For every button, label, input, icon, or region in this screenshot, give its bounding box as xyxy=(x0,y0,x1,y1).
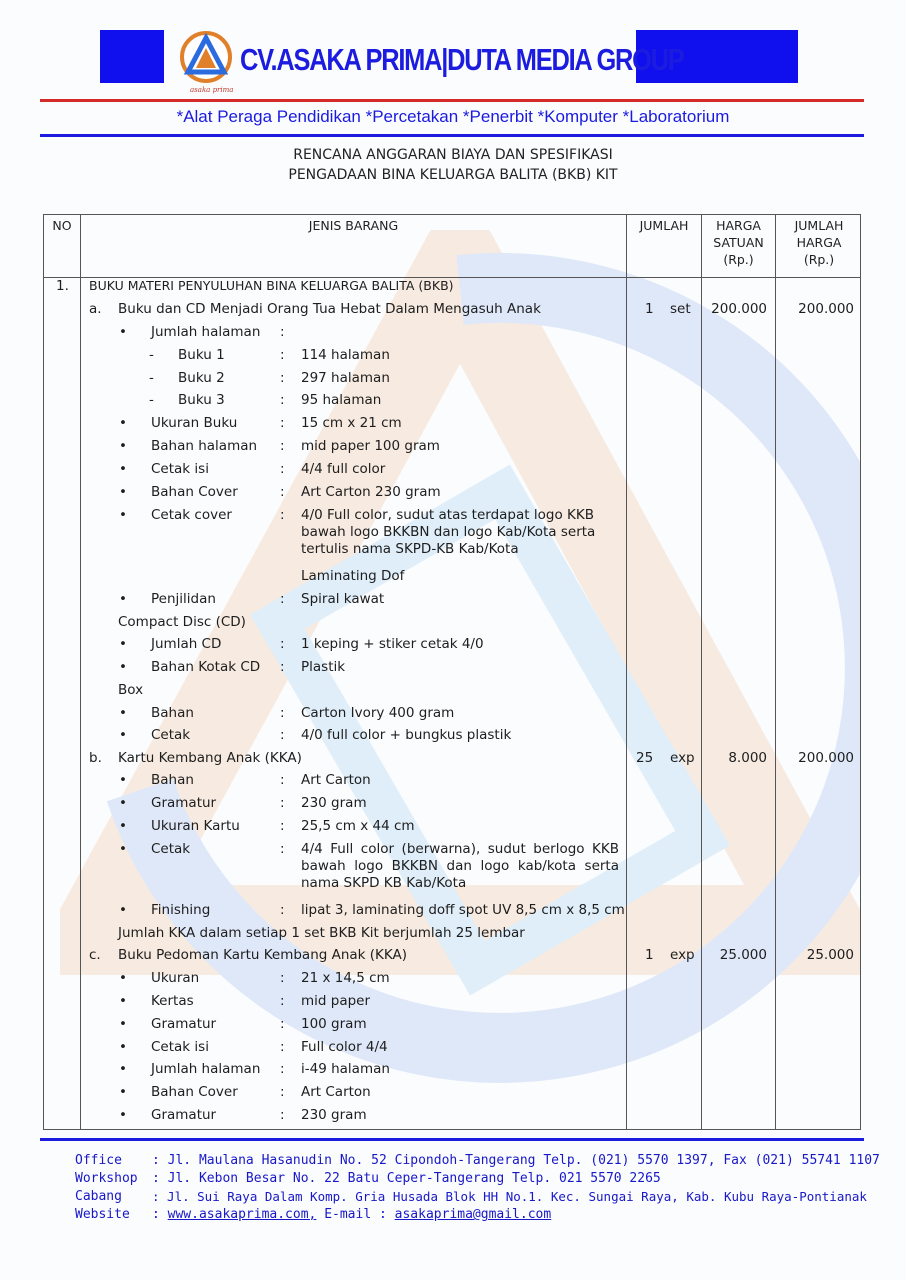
header-qty: JUMLAH xyxy=(639,218,689,233)
bullet-icon: • xyxy=(119,818,127,834)
spec-colon: : xyxy=(280,970,285,986)
header-total-price: JUMLAH HARGA (Rp.) xyxy=(794,218,844,267)
header-unit-price: HARGA SATUAN (Rp.) xyxy=(713,218,764,267)
spec-label: Ukuran Kartu xyxy=(151,818,240,834)
bullet-icon: • xyxy=(119,993,127,1009)
spec-label: Kertas xyxy=(151,993,194,1009)
bullet-icon: • xyxy=(119,772,127,788)
spec-colon: : xyxy=(280,1107,285,1123)
footer-contact: : www.asakaprima.com, E-mail : asakaprima@gmail.com xyxy=(152,1207,552,1222)
spec-colon: : xyxy=(280,507,285,523)
company-logo-icon xyxy=(178,30,234,88)
spec-colon: : xyxy=(280,636,285,652)
bullet-icon: • xyxy=(119,507,127,523)
bullet-icon: • xyxy=(119,1039,127,1055)
item-a-total: 200.000 xyxy=(798,301,854,317)
spec-label: Cetak isi xyxy=(151,1039,209,1055)
spec-label: Ukuran xyxy=(151,970,200,986)
website-link[interactable]: www.asakaprima.com, xyxy=(167,1207,317,1222)
spec-value: 4/4 Full color (berwarna), sudut berlogo KKB bawah logo BKKBN dan logo kab/kota serta nama SKPD KB Kab/Kota xyxy=(301,841,619,891)
spec-colon: : xyxy=(280,993,285,1009)
item-c-price: 25.000 xyxy=(719,947,767,963)
spec-label: Buku 1 xyxy=(178,347,225,363)
spec-value: 297 halaman xyxy=(301,370,390,386)
title-line-2: PENGADAAN BINA KELUARGA BALITA (BKB) KIT xyxy=(288,167,618,183)
item-c-qty: 1 xyxy=(645,947,654,963)
spec-label: Bahan xyxy=(151,705,194,721)
section-title: BUKU MATERI PENYULUHAN BINA KELUARGA BALITA (BKB) xyxy=(89,278,454,293)
logo-caption: asaka prima xyxy=(190,86,234,94)
tagline: *Alat Peraga Pendidikan *Percetakan *Penerbit *Komputer *Laboratorium xyxy=(176,107,730,126)
footer-website-label: Website xyxy=(75,1207,130,1222)
bullet-icon: • xyxy=(119,841,127,857)
spec-colon: : xyxy=(280,415,285,431)
spec-label: Bahan Kotak CD xyxy=(151,659,261,675)
item-b-letter: b. xyxy=(89,750,102,766)
spec-value: 4/0 full color + bungkus plastik xyxy=(301,727,512,743)
spec-value: i-49 halaman xyxy=(301,1061,390,1077)
bullet-icon: • xyxy=(119,1016,127,1032)
item-b-total: 200.000 xyxy=(798,750,854,766)
spec-label: Finishing xyxy=(151,902,211,918)
spec-value: 114 halaman xyxy=(301,347,390,363)
bullet-icon: • xyxy=(119,438,127,454)
spec-label: Buku 3 xyxy=(178,392,225,408)
spec-colon: : xyxy=(280,370,285,386)
spec-value: 25,5 cm x 44 cm xyxy=(301,818,415,834)
header-rule-blue xyxy=(40,134,864,137)
header-blue-block-left xyxy=(100,30,164,83)
spec-label: Bahan xyxy=(151,772,194,788)
spec-colon: : xyxy=(280,705,285,721)
spec-value: Spiral kawat xyxy=(301,591,385,607)
spec-label: Ukuran Buku xyxy=(151,415,238,431)
spec-colon: : xyxy=(280,347,285,363)
dash-marker: - xyxy=(149,392,154,408)
item-a-letter: a. xyxy=(89,301,102,317)
spec-colon: : xyxy=(280,591,285,607)
spec-colon: : xyxy=(280,461,285,477)
item-b-title: Kartu Kembang Anak (KKA) xyxy=(118,750,302,766)
item-c-letter: c. xyxy=(89,947,101,963)
bullet-icon: • xyxy=(119,461,127,477)
spec-value: 21 x 14,5 cm xyxy=(301,970,390,986)
spec-colon: : xyxy=(280,902,285,918)
spec-value: 95 halaman xyxy=(301,392,382,408)
dash-marker: - xyxy=(149,370,154,386)
spec-colon: : xyxy=(280,841,285,857)
bullet-icon: • xyxy=(119,659,127,675)
spec-colon: : xyxy=(280,818,285,834)
bullet-icon: • xyxy=(119,636,127,652)
spec-colon: : xyxy=(280,1061,285,1077)
spec-value: 1 keping + stiker cetak 4/0 xyxy=(301,636,484,652)
item-b-note: Jumlah KKA dalam setiap 1 set BKB Kit berjumlah 25 lembar xyxy=(118,925,525,941)
bullet-icon: • xyxy=(119,902,127,918)
header-item: JENIS BARANG xyxy=(308,218,399,233)
spec-label: Cetak isi xyxy=(151,461,209,477)
spec-colon: : xyxy=(280,438,285,454)
item-a-price: 200.000 xyxy=(711,301,767,317)
item-a-title: Buku dan CD Menjadi Orang Tua Hebat Dalam Mengasuh Anak xyxy=(118,301,541,317)
bullet-icon: • xyxy=(119,1061,127,1077)
bullet-icon: • xyxy=(119,970,127,986)
spec-label: Gramatur xyxy=(151,795,217,811)
spec-value: 4/0 Full color, sudut atas terdapat logo KKB bawah logo BKKBN dan logo Kab/Kota serta tertulis nama SKPD-KB Kab/Kota xyxy=(301,507,596,557)
spec-label: Box xyxy=(118,682,144,698)
bullet-icon: • xyxy=(119,1084,127,1100)
footer-office: : Jl. Maulana Hasanudin No. 52 Cipondoh-Tangerang Telp. (021) 5570 1397, Fax (021) 55741 1107 xyxy=(152,1153,880,1168)
spec-value: Plastik xyxy=(301,659,346,675)
item-c-unit: exp xyxy=(670,947,695,963)
bullet-icon: • xyxy=(119,1107,127,1123)
spec-colon: : xyxy=(280,324,285,340)
spec-value: Art Carton 230 gram xyxy=(301,484,441,500)
spec-value: Laminating Dof xyxy=(301,568,405,584)
footer-rule-blue xyxy=(40,1138,864,1141)
spec-value: Carton Ivory 400 gram xyxy=(301,705,455,721)
spec-label: Cetak cover xyxy=(151,507,232,523)
title-line-1: RENCANA ANGGARAN BIAYA DAN SPESIFIKASI xyxy=(293,147,613,163)
bullet-icon: • xyxy=(119,484,127,500)
item-c-total: 25.000 xyxy=(806,947,854,963)
bullet-icon: • xyxy=(119,324,127,340)
spec-label: Jumlah halaman xyxy=(151,324,261,340)
item-b-qty: 25 xyxy=(636,750,654,766)
spec-value: mid paper xyxy=(301,993,371,1009)
item-b-unit: exp xyxy=(670,750,695,766)
spec-value: 4/4 full color xyxy=(301,461,386,477)
spec-colon: : xyxy=(280,1039,285,1055)
item-b-price: 8.000 xyxy=(728,750,767,766)
spec-colon: : xyxy=(280,795,285,811)
spec-label: Cetak xyxy=(151,727,191,743)
footer-workshop: : Jl. Kebon Besar No. 22 Batu Ceper-Tangerang Telp. 021 5570 2265 xyxy=(152,1171,661,1186)
spec-value: 100 gram xyxy=(301,1016,367,1032)
spec-value: 230 gram xyxy=(301,795,367,811)
row-number: 1. xyxy=(56,278,69,294)
spec-colon: : xyxy=(280,727,285,743)
bullet-icon: • xyxy=(119,591,127,607)
bullet-icon: • xyxy=(119,727,127,743)
footer-workshop-label: Workshop xyxy=(75,1171,138,1186)
spec-label: Jumlah CD xyxy=(151,636,222,652)
spec-value: lipat 3, laminating doff spot UV 8,5 cm x 8,5 cm xyxy=(301,902,625,918)
brand-name: CV.ASAKA PRIMA|DUTA MEDIA GROUP xyxy=(240,42,684,77)
spec-label: Buku 2 xyxy=(178,370,225,386)
spec-value: 230 gram xyxy=(301,1107,367,1123)
footer-office-label: Office xyxy=(75,1153,122,1168)
bullet-icon: • xyxy=(119,705,127,721)
dash-marker: - xyxy=(149,347,154,363)
spec-label: Penjilidan xyxy=(151,591,216,607)
item-a-unit: set xyxy=(670,301,691,317)
spec-label: Gramatur xyxy=(151,1107,217,1123)
spec-label: Bahan Cover xyxy=(151,484,238,500)
spec-value: Art Carton xyxy=(301,772,371,788)
spec-colon: : xyxy=(280,484,285,500)
spec-label: Jumlah halaman xyxy=(151,1061,261,1077)
item-a-qty: 1 xyxy=(645,301,654,317)
header-no: NO xyxy=(52,218,72,233)
spec-value: mid paper 100 gram xyxy=(301,438,440,454)
spec-value: Full color 4/4 xyxy=(301,1039,388,1055)
footer-cabang: : Jl. Sui Raya Dalam Komp. Gria Husada Blok HH No.1. Kec. Sungai Raya, Kab. Kubu Raya-Pontianak xyxy=(152,1189,867,1204)
header-rule-red xyxy=(40,99,864,102)
email-link[interactable]: asakaprima@gmail.com xyxy=(394,1207,552,1222)
footer-cabang-label: Cabang xyxy=(75,1189,122,1204)
bullet-icon: • xyxy=(119,795,127,811)
spec-colon: : xyxy=(280,392,285,408)
spec-label: Bahan halaman xyxy=(151,438,258,454)
spec-label: Bahan Cover xyxy=(151,1084,238,1100)
spec-label: Gramatur xyxy=(151,1016,217,1032)
spec-label: Cetak xyxy=(151,841,191,857)
item-c-title: Buku Pedoman Kartu Kembang Anak (KKA) xyxy=(118,947,408,963)
spec-colon: : xyxy=(280,772,285,788)
spec-value: Art Carton xyxy=(301,1084,371,1100)
spec-label: Compact Disc (CD) xyxy=(118,614,246,630)
spec-colon: : xyxy=(280,1016,285,1032)
spec-colon: : xyxy=(280,1084,285,1100)
spec-value: 15 cm x 21 cm xyxy=(301,415,402,431)
bullet-icon: • xyxy=(119,415,127,431)
budget-table xyxy=(43,214,861,1130)
spec-colon: : xyxy=(280,659,285,675)
